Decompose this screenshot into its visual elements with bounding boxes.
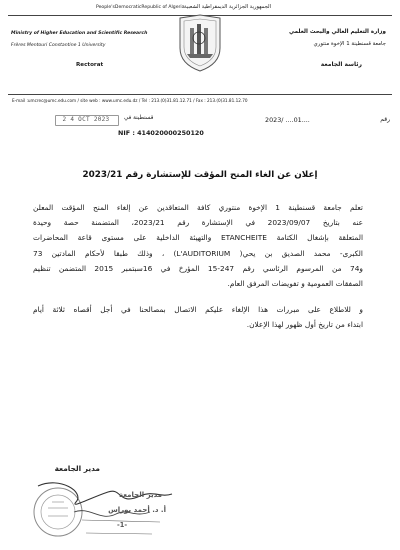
body-line: و74 من المرسوم الرئاسي رقم 247-15 المؤرخ في 16سبتمبر 2015 المتضمن تنظيم bbox=[33, 263, 363, 273]
announcement-title: إعلان عن الغاء المنح المؤقت للإستشارة رقم 2023/21 bbox=[82, 170, 318, 180]
contact-line: E-mail :umcrec@umc.edu.com / site web : www.umc.edu.dz / Tel : 213.(0)31.81.12.71 / Fax : 213.(0)31.81.12.70 bbox=[12, 98, 248, 103]
city-date-label: قسنطينة في bbox=[124, 115, 154, 121]
body-line: المتعلقة بإشغال الكتامة ETANCHEITE والتهيئة الداخلية على مستوى قاعة المحاضرات bbox=[33, 233, 363, 243]
ministry-ar: وزارة التعليم العالي والبحث العلمي bbox=[289, 29, 386, 35]
date-stamp: 2 4 OCT 2023 bbox=[58, 114, 114, 125]
university-logo bbox=[176, 14, 224, 72]
body-line: ابتداء من تاريخ أول ظهور لهذا الإعلان. bbox=[246, 320, 363, 330]
office-fr: Rectorat bbox=[76, 62, 104, 68]
body-line: عنه بتاريخ 2023/09/07 في الإستشارة رقم 2023/21، المتضمنة حصة وحيدة bbox=[33, 218, 363, 228]
nif: NIF : 414020000250120 bbox=[118, 129, 204, 137]
body-paragraph-1 bbox=[33, 200, 363, 291]
number-label: رقم bbox=[380, 116, 390, 123]
body-paragraph-2 bbox=[33, 302, 363, 332]
body-line: تعلم جامعة قسنطينة 1 الإخوة منتوري كافة المتعاقدين عن إلغاء المنح المؤقت المعلن bbox=[33, 203, 363, 212]
stamp-index: -1- bbox=[117, 521, 128, 529]
body-line: و للاطلاع على مبررات هذا الإلغاء عليكم الاتصال بمصالحنا في أجل أقصاه ثلاثة أيام bbox=[33, 305, 363, 314]
republic-ar: الجمهورية الجزائرية الديمقراطية الشعبية bbox=[184, 4, 271, 10]
office-ar: رئاسة الجامعة bbox=[320, 61, 362, 68]
body-line: الصفقات العمومية و تفويضات المرفق العام. bbox=[227, 279, 363, 289]
university-ar: جامعة قسنطينة 1 الإخوة منتوري bbox=[313, 41, 386, 47]
number-value: 2023/ ....01.... bbox=[265, 116, 310, 124]
stamp-role: مدير الجامعة bbox=[118, 491, 162, 499]
ministry-fr: Ministry of Higher Education and Scientific Research bbox=[11, 31, 148, 36]
stamp-name: أ. د. أحمد بوراس bbox=[108, 506, 166, 514]
republic-fr: People'sDemocraticRepublic of Algeria bbox=[96, 5, 185, 10]
header-bottom-rule bbox=[8, 94, 392, 95]
body-line: الكبرى- محمد الصديق بن يحي( L'AUDITORIUM) ، وذلك طبقا لأحكام المادتين 73 bbox=[33, 248, 363, 258]
signature-title: مدير الجامعة bbox=[54, 464, 100, 473]
university-fr: Frères Mentouri Constantine 1 University bbox=[11, 43, 106, 48]
